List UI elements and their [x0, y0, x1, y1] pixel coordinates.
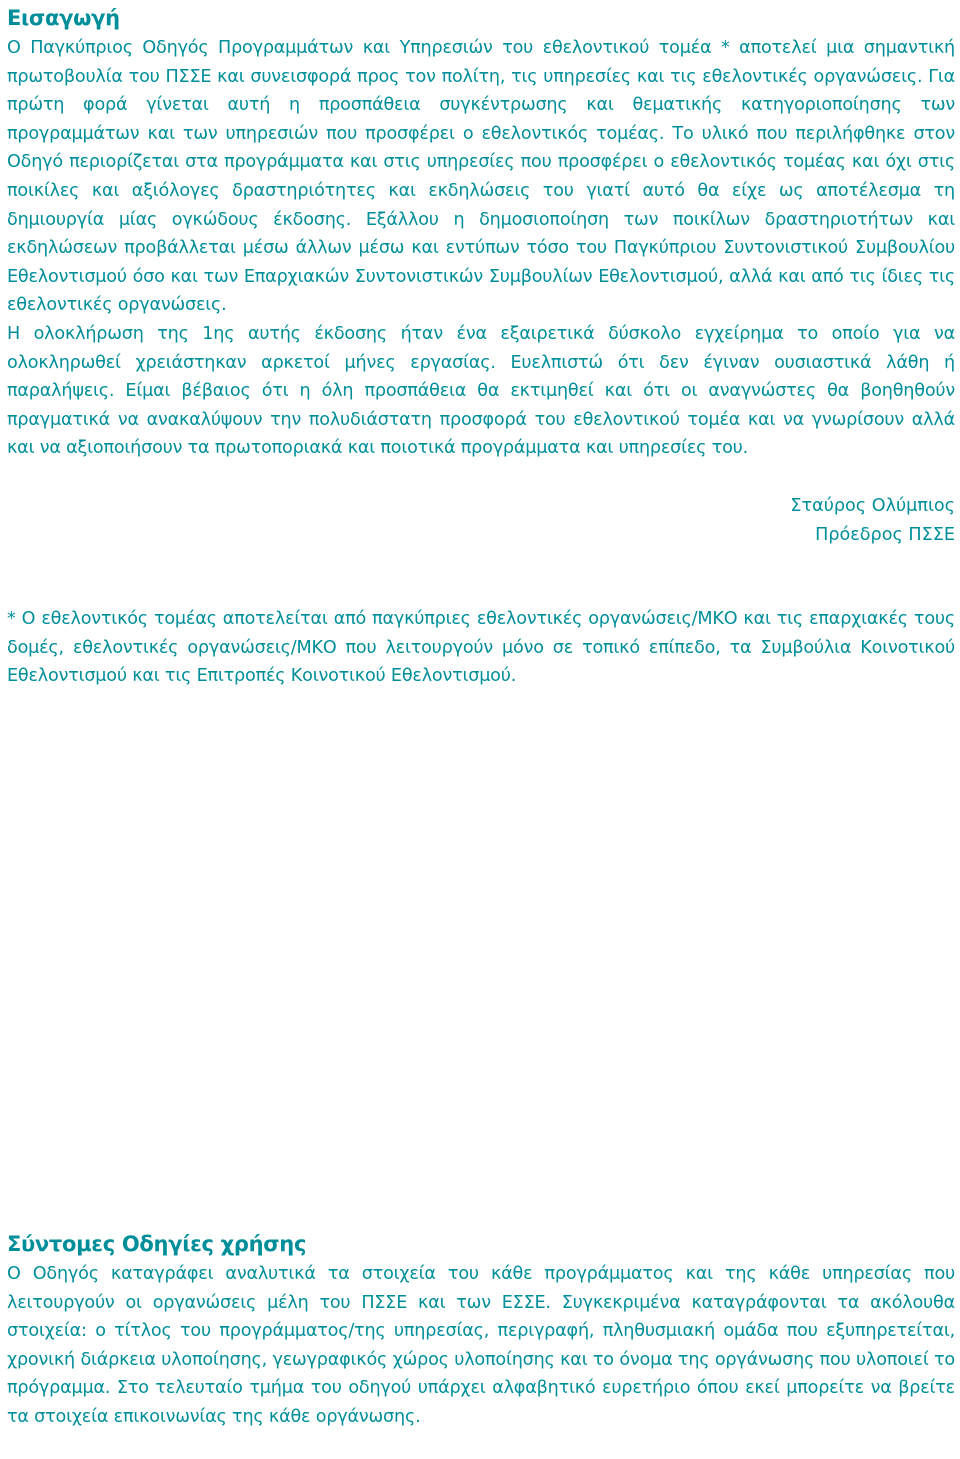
signature-title: Πρόεδρος ΠΣΣΕ: [815, 524, 955, 545]
instructions-heading: Σύντομες Οδηγίες χρήσης: [7, 1232, 307, 1256]
signature-name: Σταύρος Ολύμπιος: [790, 495, 955, 516]
instructions-paragraph: Ο Οδηγός καταγράφει αναλυτικά τα στοιχεία του κάθε προγράμματος και της κάθε υπηρεσίας που λειτουργούν οι οργανώσεις μέλη του ΠΣΣΕ και των ΕΣΣΕ. Συγκεκριμένα καταγράφονται τα ακόλουθα στοιχεία: ο τίτλος του προγράμματος/της υπηρεσίας, περιγραφή, πληθυσμιακή ομάδα που εξυπηρετείται, χρονική διάρκεια υλοποίησης, γεωγραφικός χώρος υλοποίησης και το όνομα της οργάνωσης που υλοποιεί το πρόγραμμα. Στο τελευταίο τμήμα του οδηγού υπάρχει αλφαβητικό ευρετήριο όπου εκεί μπορείτε να βρείτε τα στοιχεία επικοινωνίας της κάθε οργάνωσης.: [7, 1264, 955, 1427]
intro-paragraph-1: Ο Παγκύπριος Οδηγός Προγραμμάτων και Υπηρεσιών του εθελοντικού τομέα * αποτελεί μια σημαντική πρωτοβουλία του ΠΣΣΕ και συνεισφορά προς τον πολίτη, τις υπηρεσίες και τις εθελοντικές οργανώσεις. Για πρώτη φορά γίνεται αυτή η προσπάθεια συγκέντρωσης και θεματικής κατηγοριοποίησης των προγραμμάτων και των υπηρεσιών που προσφέρει ο εθελοντικός τομέας. Το υλικό που περιλήφθηκε στον Οδηγό περιορίζεται στα προγράμματα και στις υπηρεσίες που προσφέρει ο εθελοντικός τομέας και όχι στις ποικίλες και αξιόλογες δραστηριότητες και εκδηλώσεις του γιατί αυτό θα είχε ως αποτέλεσμα τη δημιουργία μίας ογκώδους έκδοσης. Εξάλλου η δημοσιοποίηση των ποικίλων δραστηριοτήτων και εκδηλώσεων προβάλλεται μέσω άλλων μέσω και εντύπων τόσο του Παγκύπριου Συντονιστικού Συμβουλίου Εθελοντισμού όσο και των Επαρχιακών Συντονιστικών Συμβουλίων Εθελοντισμού, αλλά και από τις ίδιες τις εθελοντικές οργανώσεις.: [7, 38, 955, 316]
instructions-section: [7, 1226, 955, 1432]
intro-heading: Εισαγωγή: [7, 6, 120, 30]
intro-section: [7, 0, 955, 691]
intro-paragraph-2: Η ολοκλήρωση της 1ης αυτής έκδοσης ήταν ένα εξαιρετικά δύσκολο εγχείρημα το οποίο για να ολοκληρωθεί χρειάστηκαν αρκετοί μήνες εργασίας. Ευελπιστώ ότι δεν έγιναν ουσιαστικά λάθη ή παραλήψεις. Είμαι βέβαιος ότι η όλη προσπάθεια θα εκτιμηθεί και ότι οι αναγνώστες θα βοηθηθούν πραγματικά να ανακαλύψουν την πολυδιάστατη προσφορά του εθελοντικού τομέα και να γνωρίσουν αλλά και να αξιοποιήσουν τα πρωτοποριακά και ποιοτικά προγράμματα και υπηρεσίες του.: [7, 323, 955, 459]
footnote: * Ο εθελοντικός τομέας αποτελείται από παγκύπριες εθελοντικές οργανώσεις/ΜΚΟ και τις επαρχιακές τους δομές, εθελοντικές οργανώσεις/ΜΚΟ που λειτουργούν μόνο σε τοπικό επίπεδο, τα Συμβούλια Κοινοτικού Εθελοντισμού και τις Επιτροπές Κοινοτικού Εθελοντισμού.: [7, 609, 955, 687]
signature-block: [7, 492, 955, 549]
